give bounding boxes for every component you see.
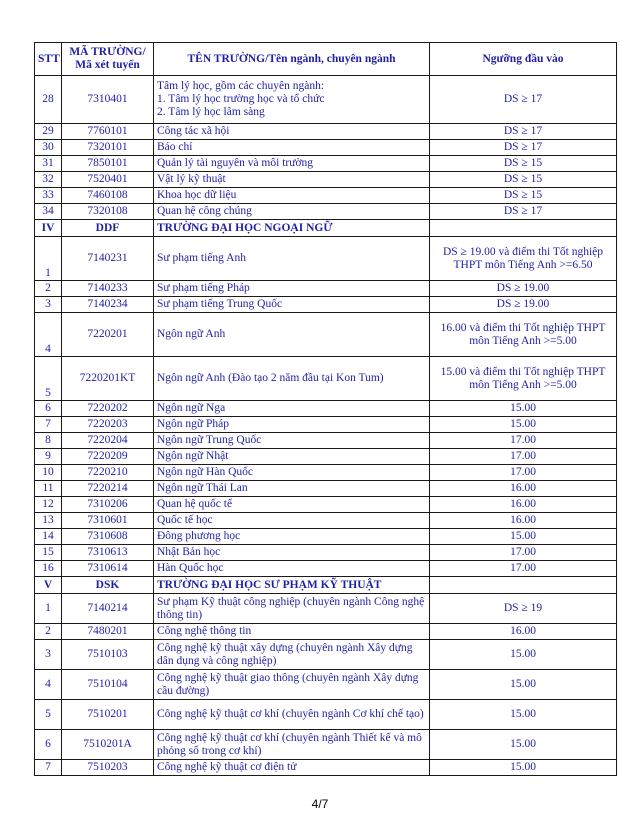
threshold-cell: DS ≥ 19.00 và điểm thi Tốt nghiệp THPT môn Tiếng Anh >=6.50 (430, 237, 617, 281)
name-cell: Ngôn ngữ Nhật (154, 449, 430, 465)
stt-cell: 11 (35, 481, 62, 497)
table-row (35, 433, 617, 449)
code-cell: 7220214 (62, 481, 154, 497)
header-code (62, 43, 154, 76)
name-cell: Ngôn ngữ Nga (154, 401, 430, 417)
table-row (35, 529, 617, 545)
table-row (35, 561, 617, 577)
code-cell: 7510103 (62, 640, 154, 670)
stt-cell: 3 (35, 640, 62, 670)
threshold-cell: 17.00 (430, 561, 617, 577)
code-cell: 7760101 (62, 124, 154, 140)
stt-cell: 3 (35, 297, 62, 313)
code-cell: 7310614 (62, 561, 154, 577)
code-cell: 7140214 (62, 594, 154, 624)
code-cell: 7310206 (62, 497, 154, 513)
name-cell: Sư phạm tiếng Anh (154, 237, 430, 281)
stt-cell: 1 (35, 237, 62, 281)
stt-cell: 9 (35, 449, 62, 465)
name-cell: Sư phạm tiếng Trung Quốc (154, 297, 430, 313)
code-cell: 7520401 (62, 172, 154, 188)
threshold-cell: 16.00 và điểm thi Tốt nghiệp THPT môn Tiếng Anh >=5.00 (430, 313, 617, 357)
threshold-cell: 15.00 (430, 401, 617, 417)
threshold-cell: 17.00 (430, 545, 617, 561)
name-cell: Vật lý kỹ thuật (154, 172, 430, 188)
table-row (35, 313, 617, 357)
name-cell: Hàn Quốc học (154, 561, 430, 577)
stt-cell: 4 (35, 670, 62, 700)
threshold-cell: DS ≥ 17 (430, 76, 617, 124)
code-cell: 7140231 (62, 237, 154, 281)
threshold-cell: DS ≥ 19.00 (430, 281, 617, 297)
threshold-cell: DS ≥ 17 (430, 140, 617, 156)
name-cell: Nhật Bản học (154, 545, 430, 561)
name-cell: Khoa học dữ liệu (154, 188, 430, 204)
stt-cell: 15 (35, 545, 62, 561)
table-row (35, 188, 617, 204)
table-row (35, 204, 617, 220)
threshold-cell: 15.00 (430, 417, 617, 433)
threshold-cell: DS ≥ 19.00 (430, 297, 617, 313)
threshold-cell: DS ≥ 15 (430, 172, 617, 188)
table-row (35, 449, 617, 465)
stt-cell: 7 (35, 417, 62, 433)
name-cell: Tâm lý học, gồm các chuyên ngành: 1. Tâm lý học trường học và tổ chức 2. Tâm lý học lâm sàng (154, 76, 430, 124)
header-code-line2: Mã xét tuyển (75, 59, 140, 71)
threshold-cell (430, 220, 617, 237)
table-row (35, 670, 617, 700)
table-row (35, 357, 617, 401)
table-row (35, 124, 617, 140)
threshold-cell: 17.00 (430, 465, 617, 481)
name-cell: Đông phương học (154, 529, 430, 545)
name-cell: Quan hệ quốc tế (154, 497, 430, 513)
threshold-cell (430, 577, 617, 594)
threshold-cell: 15.00 (430, 730, 617, 760)
name-cell: Quan hệ công chúng (154, 204, 430, 220)
table-row (35, 760, 617, 776)
threshold-cell: 15.00 và điểm thi Tốt nghiệp THPT môn Tiếng Anh >=5.00 (430, 357, 617, 401)
table-row (35, 624, 617, 640)
code-cell: DSK (62, 577, 154, 594)
threshold-cell: DS ≥ 15 (430, 156, 617, 172)
admission-table (34, 42, 617, 776)
name-cell: Công nghệ kỹ thuật giao thông (chuyên ngành Xây dựng cầu đường) (154, 670, 430, 700)
stt-cell: 12 (35, 497, 62, 513)
stt-cell: 5 (35, 700, 62, 730)
code-cell: 7310401 (62, 76, 154, 124)
table-body (35, 76, 617, 776)
stt-cell: IV (35, 220, 62, 237)
stt-cell: 2 (35, 281, 62, 297)
code-cell: 7510201A (62, 730, 154, 760)
threshold-cell: 16.00 (430, 513, 617, 529)
name-cell: Công nghệ thông tin (154, 624, 430, 640)
table-row (35, 281, 617, 297)
threshold-cell: DS ≥ 15 (430, 188, 617, 204)
threshold-cell: 17.00 (430, 449, 617, 465)
section-row (35, 577, 617, 594)
name-cell: TRƯỜNG ĐẠI HỌC NGOẠI NGỮ (154, 220, 430, 237)
stt-cell: 2 (35, 624, 62, 640)
stt-cell: 14 (35, 529, 62, 545)
stt-cell: V (35, 577, 62, 594)
table-row (35, 640, 617, 670)
code-cell: 7310601 (62, 513, 154, 529)
stt-cell: 34 (35, 204, 62, 220)
section-row (35, 220, 617, 237)
name-cell: Sư phạm Kỹ thuật công nghiệp (chuyên ngành Công nghệ thông tin) (154, 594, 430, 624)
stt-cell: 29 (35, 124, 62, 140)
table-row (35, 417, 617, 433)
name-cell: Công nghệ kỹ thuật xây dựng (chuyên ngành Xây dựng dân dụng và công nghiệp) (154, 640, 430, 670)
code-cell: 7310613 (62, 545, 154, 561)
stt-cell: 6 (35, 730, 62, 760)
stt-cell: 31 (35, 156, 62, 172)
code-cell: 7220209 (62, 449, 154, 465)
name-cell: Quốc tế học (154, 513, 430, 529)
name-cell: TRƯỜNG ĐẠI HỌC SƯ PHẠM KỸ THUẬT (154, 577, 430, 594)
name-cell: Báo chí (154, 140, 430, 156)
threshold-cell: 15.00 (430, 640, 617, 670)
name-cell: Công nghệ kỹ thuật cơ khí (chuyên ngành Thiết kế và mô phỏng số trong cơ khí) (154, 730, 430, 760)
threshold-cell: 15.00 (430, 700, 617, 730)
stt-cell: 7 (35, 760, 62, 776)
table-row (35, 140, 617, 156)
stt-cell: 8 (35, 433, 62, 449)
table-row (35, 513, 617, 529)
page-number: 4/7 (311, 797, 329, 811)
code-cell: 7220201 (62, 313, 154, 357)
stt-cell: 4 (35, 313, 62, 357)
name-cell: Ngôn ngữ Pháp (154, 417, 430, 433)
table-row (35, 172, 617, 188)
table-header-row (35, 43, 617, 76)
threshold-cell: 15.00 (430, 760, 617, 776)
threshold-cell: 15.00 (430, 670, 617, 700)
table-row (35, 297, 617, 313)
stt-cell: 16 (35, 561, 62, 577)
stt-cell: 33 (35, 188, 62, 204)
code-cell: 7510203 (62, 760, 154, 776)
stt-cell: 28 (35, 76, 62, 124)
table-row (35, 700, 617, 730)
name-cell: Ngôn ngữ Anh (Đào tạo 2 năm đầu tại Kon Tum) (154, 357, 430, 401)
table-row (35, 594, 617, 624)
name-cell: Ngôn ngữ Hàn Quốc (154, 465, 430, 481)
code-cell: 7220204 (62, 433, 154, 449)
code-cell: 7510201 (62, 700, 154, 730)
name-cell: Ngôn ngữ Trung Quốc (154, 433, 430, 449)
header-name: TÊN TRƯỜNG/Tên ngành, chuyên ngành (154, 43, 430, 76)
threshold-cell: DS ≥ 19 (430, 594, 617, 624)
code-cell: 7320108 (62, 204, 154, 220)
code-cell: 7510104 (62, 670, 154, 700)
code-cell: 7140233 (62, 281, 154, 297)
code-cell: 7140234 (62, 297, 154, 313)
name-cell: Công nghệ kỹ thuật cơ điện tử (154, 760, 430, 776)
threshold-cell: DS ≥ 17 (430, 204, 617, 220)
header-code-line1: MÃ TRƯỜNG/ (69, 46, 146, 58)
code-cell: 7850101 (62, 156, 154, 172)
table-row (35, 481, 617, 497)
stt-cell: 5 (35, 357, 62, 401)
table-row (35, 545, 617, 561)
header-stt: STT (35, 43, 62, 76)
table-row (35, 156, 617, 172)
code-cell: 7220210 (62, 465, 154, 481)
table-row (35, 730, 617, 760)
stt-cell: 1 (35, 594, 62, 624)
code-cell: 7220201KT (62, 357, 154, 401)
stt-cell: 6 (35, 401, 62, 417)
threshold-cell: 16.00 (430, 624, 617, 640)
table-row (35, 237, 617, 281)
stt-cell: 32 (35, 172, 62, 188)
code-cell: 7480201 (62, 624, 154, 640)
threshold-cell: 17.00 (430, 433, 617, 449)
code-cell: 7460108 (62, 188, 154, 204)
name-cell: Sư phạm tiếng Pháp (154, 281, 430, 297)
name-cell: Công tác xã hội (154, 124, 430, 140)
threshold-cell: 16.00 (430, 481, 617, 497)
code-cell: 7310608 (62, 529, 154, 545)
threshold-cell: DS ≥ 17 (430, 124, 617, 140)
name-cell: Công nghệ kỹ thuật cơ khí (chuyên ngành Cơ khí chế tạo) (154, 700, 430, 730)
table-row (35, 497, 617, 513)
code-cell: DDF (62, 220, 154, 237)
table-row (35, 401, 617, 417)
header-threshold: Ngưỡng đầu vào (430, 43, 617, 76)
stt-cell: 13 (35, 513, 62, 529)
stt-cell: 10 (35, 465, 62, 481)
code-cell: 7220203 (62, 417, 154, 433)
table-row (35, 465, 617, 481)
stt-cell: 30 (35, 140, 62, 156)
threshold-cell: 16.00 (430, 497, 617, 513)
name-cell: Quản lý tài nguyên và môi trường (154, 156, 430, 172)
name-cell: Ngôn ngữ Thái Lan (154, 481, 430, 497)
code-cell: 7220202 (62, 401, 154, 417)
name-cell: Ngôn ngữ Anh (154, 313, 430, 357)
code-cell: 7320101 (62, 140, 154, 156)
threshold-cell: 15.00 (430, 529, 617, 545)
table-row (35, 76, 617, 124)
